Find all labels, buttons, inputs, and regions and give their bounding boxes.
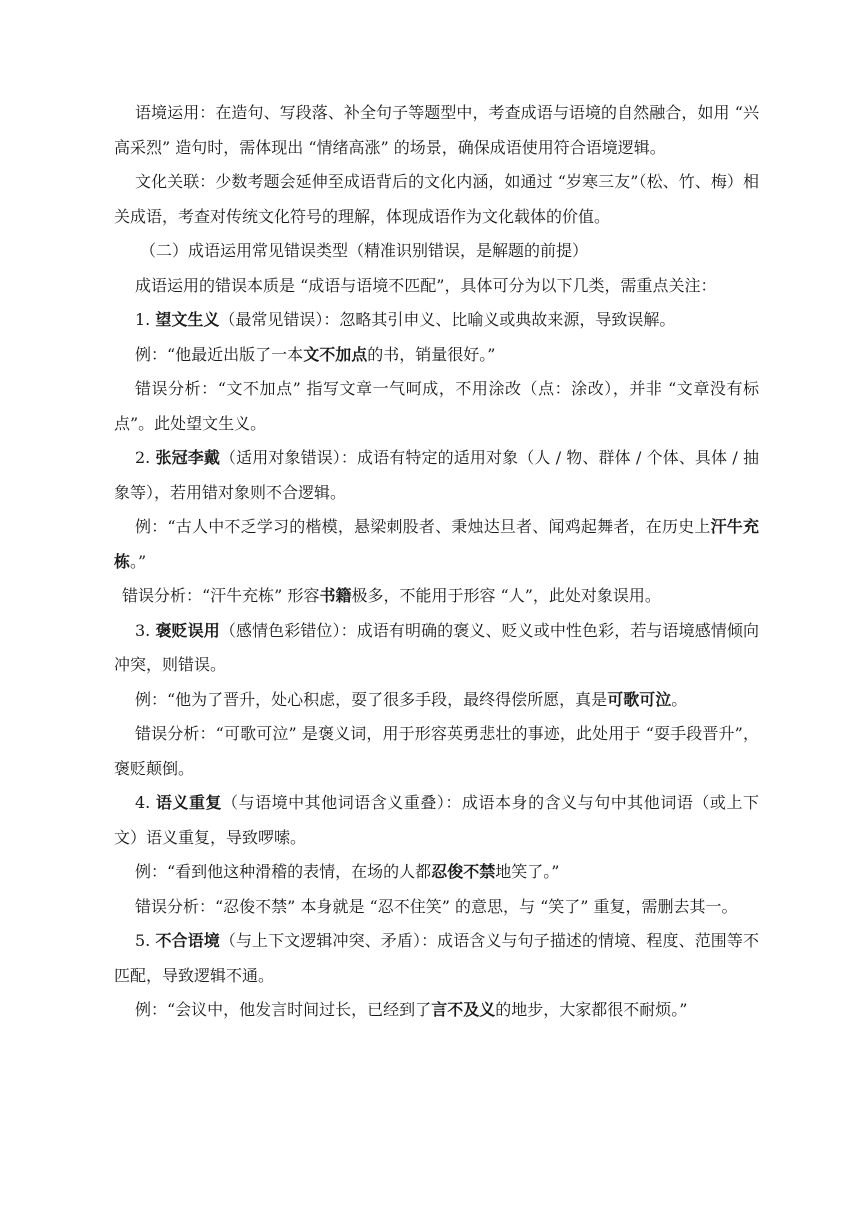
example-idiom: 言不及义 <box>431 1000 496 1019</box>
item-number: 4. <box>135 793 151 812</box>
item-title: 不合语境 <box>155 931 220 950</box>
example-text: 例：“他最近出版了一本 <box>135 344 304 364</box>
document-body <box>114 96 759 1028</box>
analysis-1: 错误分析：“文不加点” 指写文章一气呵成，不用涂改（点：涂改），并非 “文章没有标点”。此处望文生义。 <box>114 379 759 433</box>
example-1 <box>114 338 759 373</box>
example-idiom: 忍俊不禁 <box>431 862 496 881</box>
item-title: 语义重复 <box>155 793 223 812</box>
analysis-3: 错误分析：“可歌可泣” 是褒义词，用于形容英勇悲壮的事迹，此处用于 “耍手段晋升”，褒贬颠倒。 <box>114 724 759 778</box>
analysis-text: 错误分析：“汗牛充栋” 形容 <box>122 586 320 605</box>
error-type-1 <box>114 303 759 338</box>
item-number: 2. <box>135 448 151 467</box>
error-type-4 <box>114 786 759 855</box>
example-3 <box>114 683 759 718</box>
example-idiom: 汗牛充栋 <box>114 517 759 571</box>
paragraph-label: 文化关联： <box>135 172 216 191</box>
example-4 <box>114 855 759 890</box>
example-text: 的书，销量很好。” <box>367 344 496 364</box>
example-text: 例：“会议中，他发言时间过长，已经到了 <box>135 1000 432 1019</box>
example-idiom: 可歌可泣 <box>607 689 672 709</box>
paragraph-label: 语境运用： <box>135 103 216 122</box>
example-text: 。” <box>130 551 147 571</box>
item-description: （最常见错误）：忽略其引申义、比喻义或典故来源，导致误解。 <box>219 310 676 329</box>
error-type-2 <box>114 441 759 510</box>
item-number: 3. <box>135 620 151 640</box>
example-text: 的地步，大家都很不耐烦。” <box>495 1000 688 1019</box>
item-title: 张冠李戴 <box>155 448 220 467</box>
analysis-2 <box>114 579 759 614</box>
item-number: 5. <box>135 931 151 950</box>
item-description: （适用对象错误）：成语有特定的适用对象（人 / 物、群体 / 个体、具体 / 抽象等），若用错对象则不合逻辑。 <box>114 448 759 502</box>
example-text: 地笑了。” <box>495 862 560 881</box>
example-2 <box>114 510 759 579</box>
paragraph-context-usage <box>114 96 759 165</box>
example-5 <box>114 993 759 1028</box>
example-text: 例：“古人中不乏学习的楷模，悬梁刺股者、秉烛达旦者、闻鸡起舞者，在历史上 <box>135 517 711 536</box>
example-idiom: 文不加点 <box>303 344 368 364</box>
example-text: 。 <box>671 689 688 709</box>
analysis-text: 极多，不能用于形容 “人”，此处对象误用。 <box>351 586 661 605</box>
item-description: （感情色彩错位）：成语有明确的褒义、贬义或中性色彩，若与语境感情倾向冲突，则错误。 <box>114 620 759 674</box>
item-title: 褒贬误用 <box>155 620 220 640</box>
paragraph-text: 少数考题会延伸至成语背后的文化内涵，如通过 “岁寒三友”（松、竹、梅）相关成语，考查对传统文化符号的理解，体现成语作为文化载体的价值。 <box>114 172 759 226</box>
example-text: 例：“看到他这种滑稽的表情，在场的人都 <box>135 862 432 881</box>
error-type-5 <box>114 924 759 993</box>
intro-paragraph: 成语运用的错误本质是 “成语与语境不匹配”，具体可分为以下几类，需重点关注： <box>135 275 717 295</box>
paragraph-text: 在造句、写段落、补全句子等题型中，考查成语与语境的自然融合，如用 “兴高采烈” 造句时，需体现出 “情绪高涨” 的场景，确保成语使用符合语境逻辑。 <box>114 103 759 157</box>
item-title: 望文生义 <box>155 310 220 329</box>
error-type-3 <box>114 614 759 683</box>
item-number: 1. <box>135 310 151 329</box>
item-description: （与上下文逻辑冲突、矛盾）：成语含义与句子描述的情境、程度、范围等不匹配，导致逻辑不通。 <box>114 931 759 985</box>
analysis-4: 错误分析：“忍俊不禁” 本身就是 “忍不住笑” 的意思，与 “笑了” 重复，需删去其一。 <box>135 896 738 916</box>
item-description: （与语境中其他词语含义重叠）：成语本身的含义与句中其他词语（或上下文）语义重复，导致啰嗦。 <box>114 793 759 847</box>
paragraph-culture-link <box>114 165 759 234</box>
example-text: 例：“他为了晋升，处心积虑，耍了很多手段，最终得偿所愿，真是 <box>135 689 608 709</box>
section-heading: （二）成语运用常见错误类型（精准识别错误，是解题的前提） <box>140 241 589 260</box>
analysis-keyword: 书籍 <box>319 586 352 605</box>
